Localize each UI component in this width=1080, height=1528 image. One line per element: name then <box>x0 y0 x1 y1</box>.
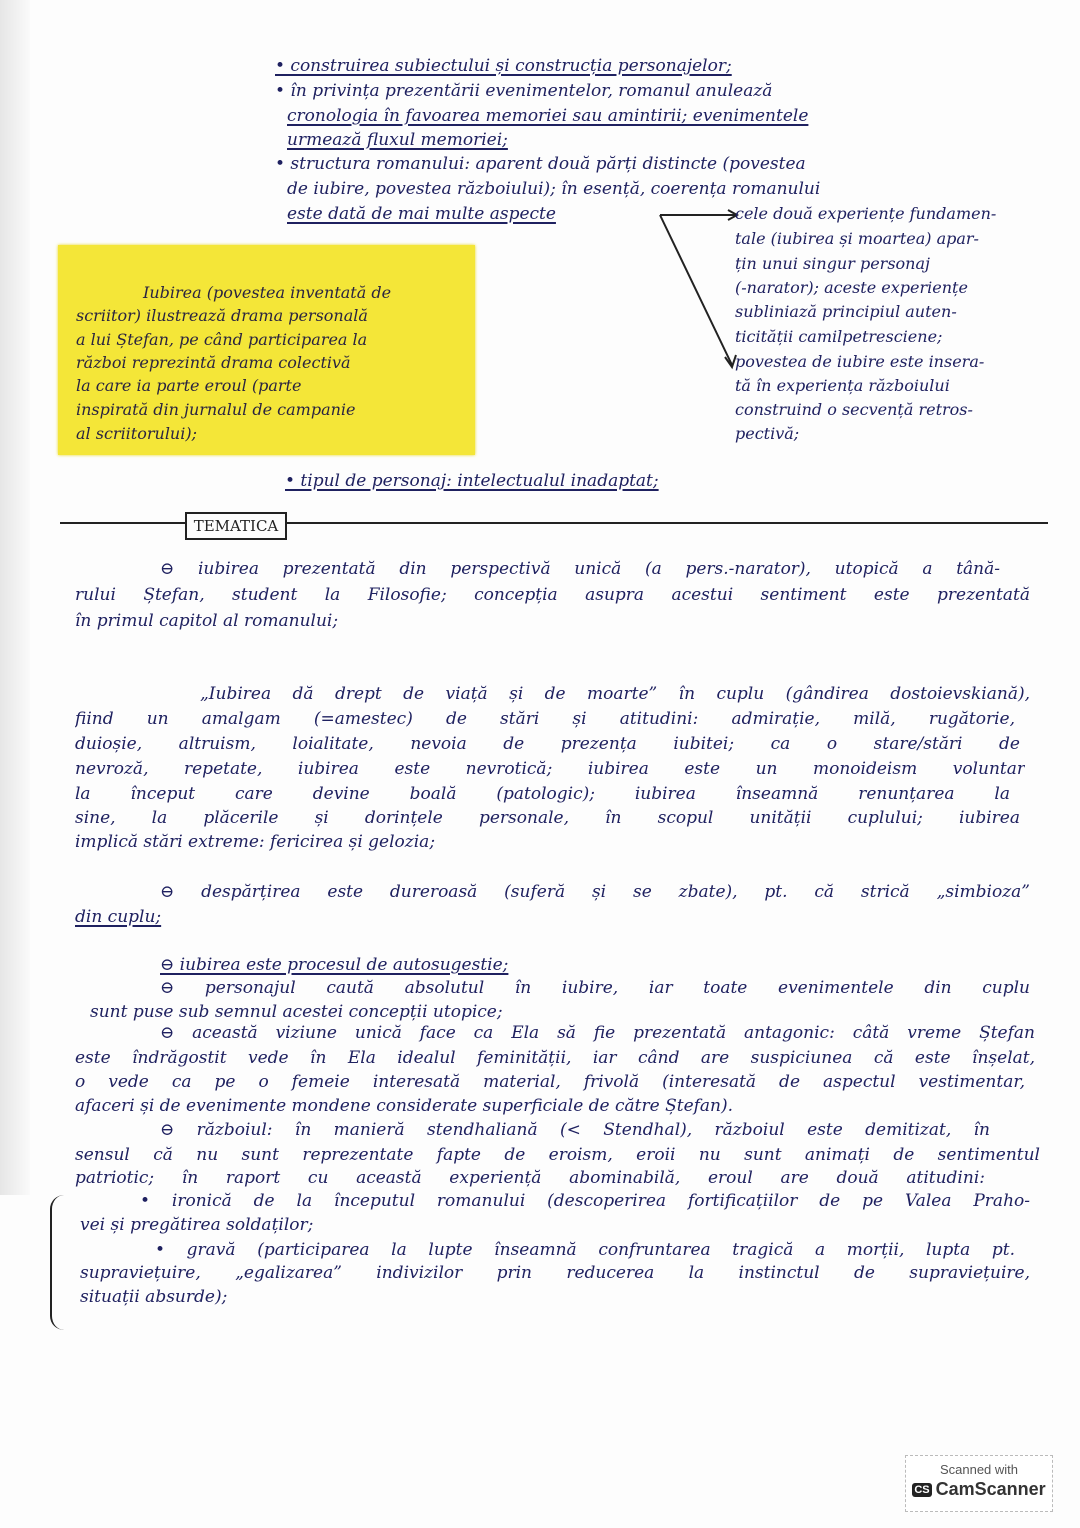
body-line: din cuplu; <box>75 907 162 927</box>
body-line: nevroză, repetate, iubirea este nevrotică; iubirea este un monoideism voluntar <box>75 759 1025 779</box>
body-line: sunt puse sub semnul acestei concepții utopice; <box>90 1002 503 1022</box>
body-line: duioșie, altruism, loialitate, nevoia de prezența iubitei; ca o stare/stări de <box>75 734 1020 754</box>
body-line: în primul capitol al romanului; <box>75 611 339 631</box>
body-line: este îndrăgostit vede în Ela idealul feminității, iar când are suspiciunea că este înșelat, <box>75 1048 1035 1068</box>
camscanner-watermark <box>905 1455 1053 1512</box>
body-line: afaceri și de evenimente mondene considerate superficiale de către Ștefan). <box>75 1096 734 1116</box>
body-line: ⊖ iubirea este procesul de autosugestie; <box>160 955 509 975</box>
body-line: la început care devine boală (patologic); iubirea înseamnă renunțarea la <box>75 784 1010 804</box>
note-line: urmează fluxul memoriei; <box>287 130 508 150</box>
body-line: ⊖ personajul caută absolutul în iubire, iar toate evenimentele din cuplu <box>160 978 1030 998</box>
branch-arrows-icon <box>640 205 750 375</box>
note-text-line: scriitor) ilustrează drama personală <box>76 306 368 325</box>
note-text-line: inspirată din jurnalul de campanie <box>76 400 356 419</box>
note-line: de iubire, povestea războiului); în esență, coerența romanului <box>287 179 821 199</box>
body-line: situații absurde); <box>80 1287 228 1307</box>
character-type-line: • tipul de personaj: intelectualul inadaptat; <box>285 471 659 491</box>
note-text-line: al scriitorului); <box>76 424 197 443</box>
body-line: sine, la plăcerile și dorințele personale, în scopul unității cuplului; iubirea <box>75 808 1020 828</box>
aspect-line: tă în experiența războiului <box>735 376 950 395</box>
watermark-caption: Scanned with <box>939 1462 1019 1477</box>
watermark-brand: CamScanner <box>935 1479 1046 1499</box>
aspect-line: tale (iubirea și moartea) apar- <box>735 229 979 248</box>
note-text-line: război reprezintă drama colectivă <box>76 353 351 372</box>
body-line: sensul că nu sunt reprezentate fapte de eroism, eroii nu sunt animați de sentimentul <box>75 1145 1040 1165</box>
note-line: cronologia în favoarea memoriei sau amintirii; evenimentele <box>287 106 809 126</box>
body-line: „Iubirea dă drept de viață și de moarte” în cuplu (gândirea dostoievskiană), <box>200 684 1030 704</box>
note-line: • în privința prezentării evenimentelor, romanul anulează <box>275 81 773 101</box>
body-line: o vede ca pe o femeie interesată material, frivolă (interesată de aspectul vestimentar, <box>75 1072 1025 1092</box>
aspect-line: povestea de iubire este insera- <box>735 352 985 371</box>
scan-edge-shadow <box>0 0 30 1195</box>
body-line: patriotic; în raport cu această experiență abominabilă, eroul are două atitudini: <box>75 1168 985 1188</box>
aspect-line: subliniază principiul auten- <box>735 302 957 321</box>
note-text-line: a lui Ștefan, pe când participarea la <box>76 330 368 349</box>
highlighted-sticky-note <box>58 245 475 455</box>
aspect-line: construind o secvență retros- <box>735 400 973 419</box>
camscanner-logo-icon: CS <box>914 1484 930 1496</box>
body-line: ⊖ războiul: în manieră stendhaliană (< Stendhal), războiul este demitizat, în <box>160 1120 990 1140</box>
body-line: implică stări extreme: fericirea și gelozia; <box>75 832 436 852</box>
body-line: ⊖ această viziune unică face ca Ela să fie prezentată antagonic: câtă vreme Ștefan <box>160 1023 1035 1043</box>
body-line: fiind un amalgam (=amestec) de stări și atitudini: admirație, milă, rugătorie, <box>75 709 1015 729</box>
body-line: rului Ștefan, student la Filosofie; concepția asupra acestui sentiment este prezentată <box>75 585 1030 605</box>
note-text-line: Iubirea (povestea inventată de <box>143 283 392 302</box>
aspect-line: (-narator); aceste experiențe <box>735 278 968 297</box>
note-line: este dată de mai multe aspecte <box>287 204 556 224</box>
section-title-tematica: TEMATICA <box>185 512 287 540</box>
aspect-line: cele două experiențe fundamen- <box>735 204 997 223</box>
bracket-mark <box>50 1195 70 1330</box>
aspect-line: ticității camilpetresciene; <box>735 327 943 346</box>
note-line: • structura romanului: aparent două părți distincte (povestea <box>275 154 806 174</box>
aspect-line: pectivă; <box>735 424 800 443</box>
aspect-line: țin unui singur personaj <box>735 254 930 273</box>
body-line: • gravă (participarea la lupte înseamnă confruntarea tragică a morții, lupta pt. <box>155 1240 1015 1260</box>
note-line: • construirea subiectului și construcția personajelor; <box>275 56 732 76</box>
body-line: vei și pregătirea soldaților; <box>80 1215 314 1235</box>
body-line: ⊖ despărțirea este dureroasă (suferă și se zbate), pt. că strică „simbioza” <box>160 882 1030 902</box>
body-line: ⊖ iubirea prezentată din perspectivă unică (a pers.-narator), utopică a tână- <box>160 559 1000 579</box>
body-line: supraviețuire, „egalizarea” indivizilor prin reducerea la instinctul de supraviețuire, <box>80 1263 1030 1283</box>
body-line: • ironică de la începutul romanului (descoperirea fortificațiilor de pe Valea Praho- <box>140 1191 1030 1211</box>
note-text-line: la care ia parte eroul (parte <box>76 376 302 395</box>
